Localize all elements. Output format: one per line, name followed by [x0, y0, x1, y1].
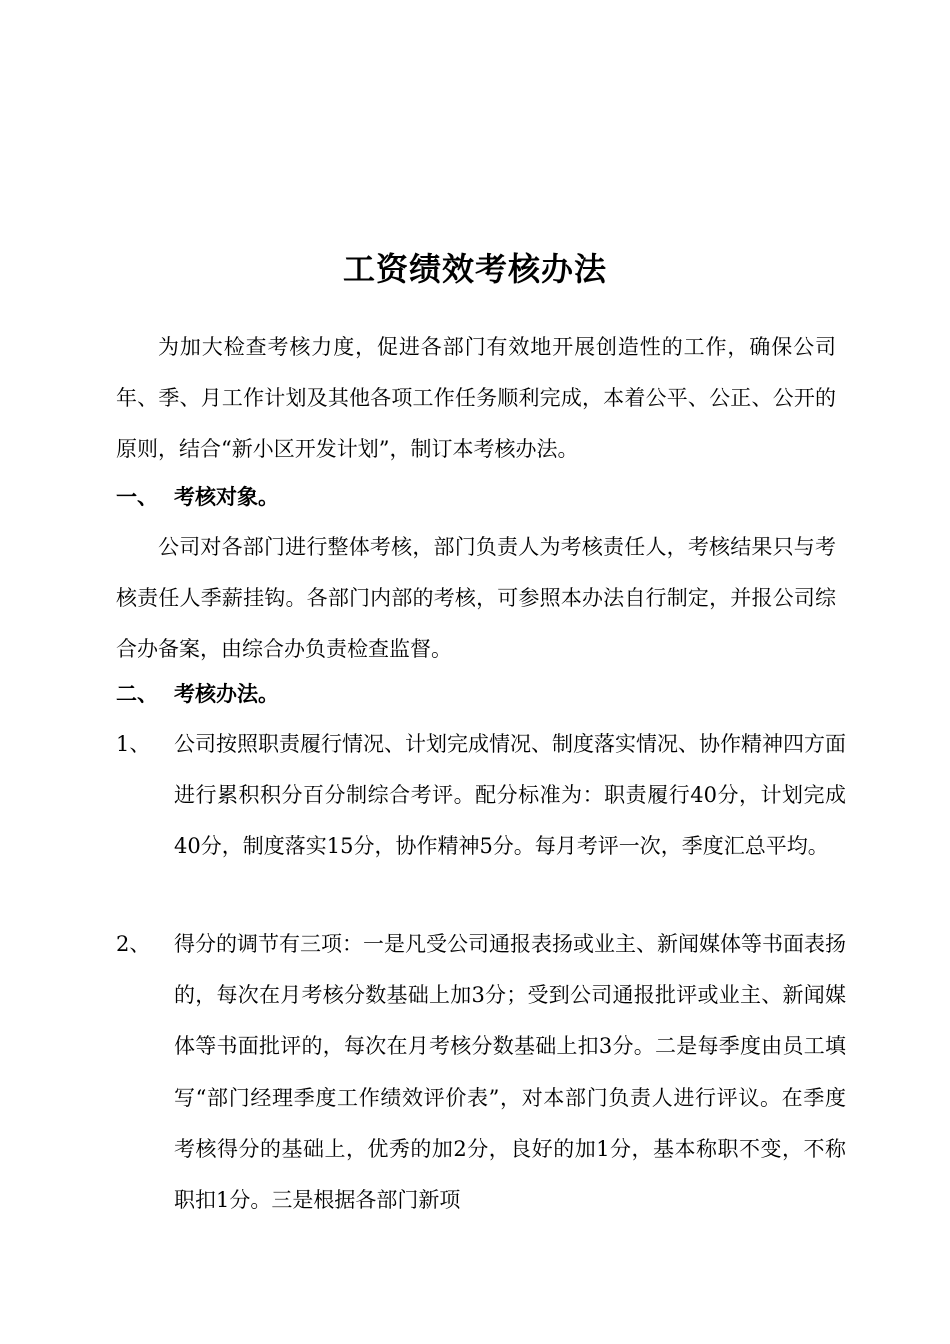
list-item-text: 公司按照职责履行情况、计划完成情况、制度落实情况、协作精神四方面进行累积积分百分制综合考评。配分标准为：职责履行40分，计划完成40分，制度落实15分，协作精神5分。每月考评一次，季度汇总平均。 [174, 732, 846, 859]
section-1-body: 公司对各部门进行整体考核，部门负责人为考核责任人，考核结果只与考核责任人季薪挂钩。各部门内部的考核，可参照本办法自行制定，并报公司综合办备案，由综合办负责检查监督。 [116, 535, 836, 662]
list-item-text: 得分的调节有三项：一是凡受公司通报表扬或业主、新闻媒体等书面表扬的，每次在月考核分数基础上加3分；受到公司通报批评或业主、新闻媒体等书面批评的，每次在月考核分数基础上扣3分。二是每季度由员工填写“部门经理季度工作绩效评价表”，对本部门负责人进行评议。在季度考核得分的基础上，优秀的加2分，良好的加1分，基本称职不变，不称职扣1分。三是根据各部门新项 [174, 932, 846, 1213]
section-number: 二、 [116, 681, 158, 706]
document-title: 工资绩效考核办法 [342, 250, 607, 289]
list-item [116, 919, 846, 1226]
list-item-number: 2、 [116, 932, 151, 956]
list-item [116, 719, 846, 873]
section-heading-text: 考核办法。 [174, 681, 279, 706]
section-heading-1 [116, 471, 836, 522]
section-heading-text: 考核对象。 [174, 484, 279, 509]
section-number: 一、 [116, 484, 158, 509]
intro-paragraph: 为加大检查考核力度，促进各部门有效地开展创造性的工作，确保公司年、季、月工作计划及其他各项工作任务顺利完成，本着公平、公正、公开的原则，结合“新小区开发计划”，制订本考核办法。 [116, 335, 836, 462]
section-heading-2 [116, 668, 836, 719]
list-item-number: 1、 [116, 732, 151, 756]
